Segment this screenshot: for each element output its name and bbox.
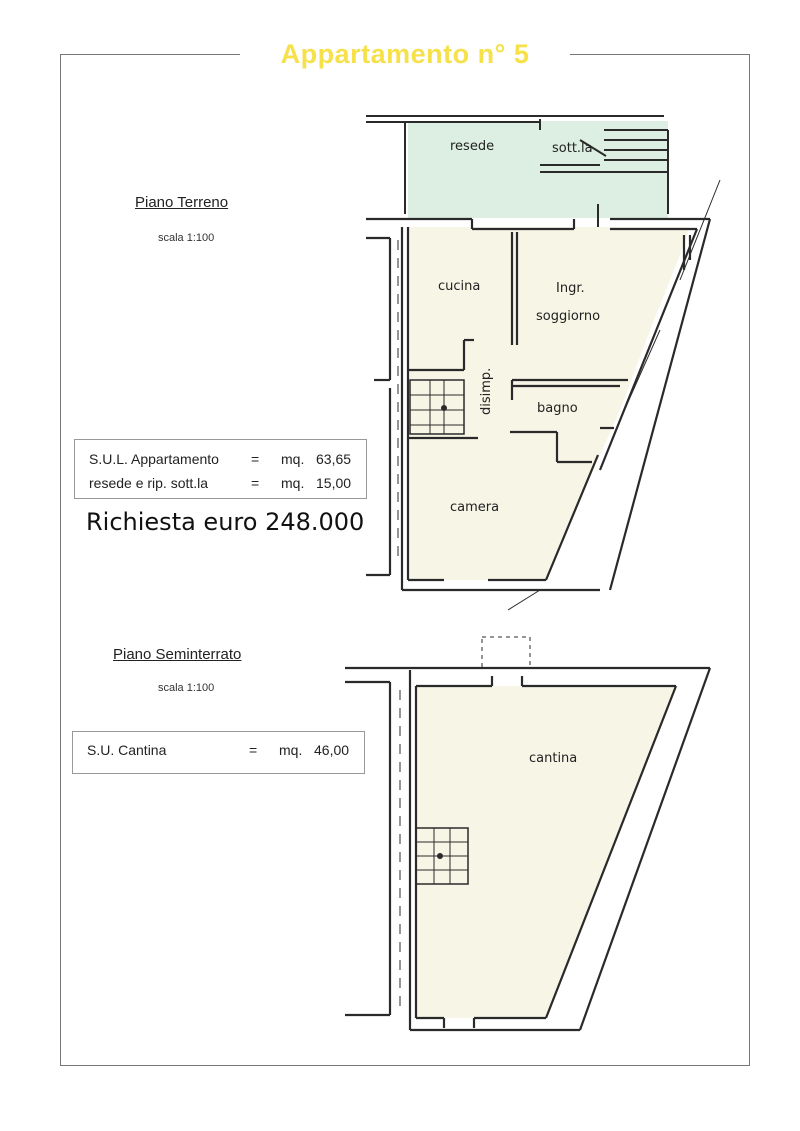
cantina-area-value: 46,00 (314, 742, 350, 758)
basement-floor-fill (416, 686, 676, 1018)
ground-floor-heading: Piano Terreno (135, 194, 229, 211)
label-soggiorno: soggiorno (536, 309, 601, 324)
label-cantina: cantina (529, 751, 578, 766)
resede-label: resede e rip. sott.la (89, 475, 209, 491)
label-bagno: bagno (537, 401, 578, 416)
label-disimpegno: disimp. (479, 367, 494, 415)
resede-equals: = (251, 475, 260, 491)
ground-floor-scale: scala 1:100 (158, 232, 215, 244)
resede-area (408, 121, 668, 218)
label-sottotetto: sott.la (552, 141, 593, 156)
basement-heading: Piano Seminterrato (113, 646, 242, 663)
cantina-area-equals: = (249, 742, 258, 758)
sul-value: 63,65 (316, 451, 352, 467)
label-resede: resede (450, 139, 495, 154)
basement-scale: scala 1:100 (158, 682, 215, 694)
cantina-area-unit: mq. (279, 742, 303, 758)
label-camera: camera (450, 500, 500, 515)
sul-label: S.U.L. Appartamento (89, 451, 219, 467)
sul-unit: mq. (281, 451, 305, 467)
ground-floor-plan (366, 116, 720, 610)
resede-unit: mq. (281, 475, 305, 491)
resede-value: 15,00 (316, 475, 352, 491)
page-title: Appartamento n° 5 (240, 34, 570, 74)
sul-equals: = (251, 451, 260, 467)
label-ingresso: Ingr. (556, 281, 585, 296)
cantina-area-label: S.U. Cantina (87, 742, 167, 758)
basement-plan (345, 637, 710, 1030)
label-cucina: cucina (438, 279, 481, 294)
price-text: Richiesta euro 248.000 (86, 508, 365, 536)
